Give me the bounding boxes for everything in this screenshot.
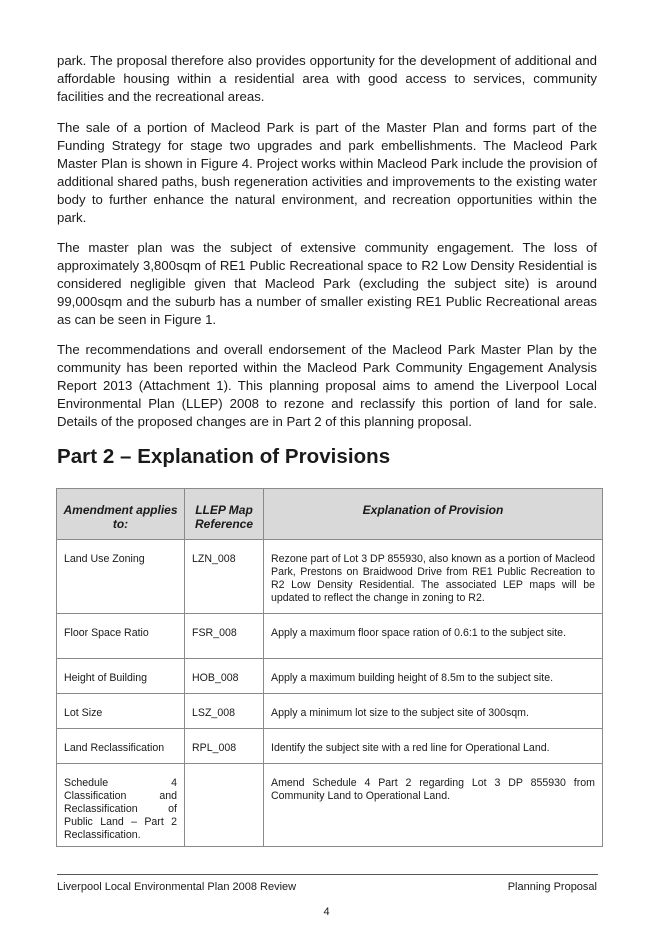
paragraph-2: The sale of a portion of Macleod Park is part of the Master Plan and forms part of the Funding Strategy for stage two upgrades and park embellishments. The Macleod Park Master Plan is shown in Figure 4. Project works within Macleod Park include the provision of additional shared paths, bush regeneration activities and improvements to the existing water body to further enhance the natural environment, and recreation opportunities within the park. [57,120,597,225]
table-row [57,764,603,847]
cell-reference: HOB_008 [185,659,264,694]
cell-reference: RPL_008 [185,729,264,764]
cell-amendment: Land Use Zoning [57,540,185,614]
table-row [57,540,603,614]
cell-reference: LSZ_008 [185,694,264,729]
footer-document-type: Planning Proposal [507,881,597,893]
cell-amendment: Lot Size [57,694,185,729]
cell-amendment: Floor Space Ratio [57,614,185,659]
cell-explanation: Amend Schedule 4 Part 2 regarding Lot 3 DP 855930 from Community Land to Operational Land. [264,764,603,847]
header-amendment: Amendment applies to: [57,489,185,540]
table-row [57,659,603,694]
cell-explanation: Apply a minimum lot size to the subject site of 300sqm. [264,694,603,729]
header-reference: LLEP Map Reference [185,489,264,540]
cell-amendment: Land Reclassification [57,729,185,764]
page-content [57,52,597,847]
table-body [57,540,603,847]
section-heading: Part 2 – Explanation of Provisions [57,445,391,468]
header-explanation: Explanation of Provision [264,489,603,540]
footer-document-title: Liverpool Local Environmental Plan 2008 Review [57,881,297,893]
cell-explanation: Apply a maximum building height of 8.5m to the subject site. [264,659,603,694]
cell-explanation: Identify the subject site with a red line for Operational Land. [264,729,603,764]
page-number: 4 [323,906,330,918]
cell-amendment: Schedule 4 Classification and Reclassification of Public Land – Part 2 Reclassification. [57,764,185,847]
cell-reference: FSR_008 [185,614,264,659]
provisions-table [56,488,603,847]
cell-amendment: Height of Building [57,659,185,694]
cell-explanation: Rezone part of Lot 3 DP 855930, also known as a portion of Macleod Park, Prestons on Braidwood Drive from RE1 Public Recreation to R2 Low Density Residential. The associated LEP maps will be updated to reflect the change in zoning to R2. [264,540,603,614]
cell-reference: LZN_008 [185,540,264,614]
paragraph-4: The recommendations and overall endorsement of the Macleod Park Master Plan by the community has been reported within the Macleod Park Community Engagement Analysis Report 2013 (Attachment 1). This planning proposal aims to amend the Liverpool Local Environmental Plan (LLEP) 2008 to rezone and reclassify this portion of land for sale. Details of the proposed changes are in Part 2 of this planning proposal. [57,342,597,429]
paragraph-3: The master plan was the subject of extensive community engagement. The loss of approximately 3,800sqm of RE1 Public Recreational space to R2 Low Density Residential is considered negligible given that Macleod Park (excluding the subject site) is around 99,000sqm and the suburb has a number of smaller existing RE1 Public Recreational areas as can be seen in Figure 1. [57,240,597,327]
table-header [57,489,603,540]
paragraph-1: park. The proposal therefore also provides opportunity for the development of additional and affordable housing within a residential area with good access to services, community facilities and the recreational areas. [57,53,597,104]
table-row [57,614,603,659]
table-row [57,729,603,764]
cell-reference [185,764,264,847]
table-row [57,694,603,729]
table-header-row [57,489,603,540]
cell-explanation: Apply a maximum floor space ration of 0.6:1 to the subject site. [264,614,603,659]
footer-divider [57,874,598,875]
